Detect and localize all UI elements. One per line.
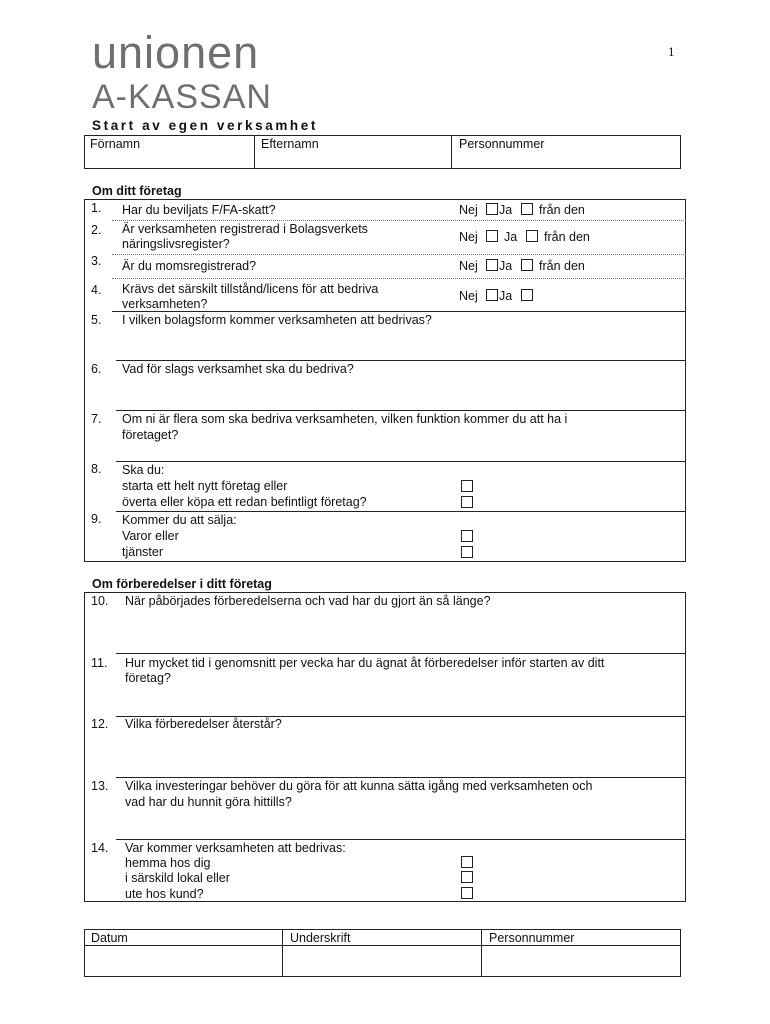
q2-from-label: från den <box>544 230 590 244</box>
q2-ja-checkbox[interactable] <box>526 230 538 242</box>
q9-text: Kommer du att sälja: <box>122 513 237 527</box>
q13-text-line2: vad har du hunnit göra hittills? <box>125 795 292 809</box>
q3-number: 3. <box>91 254 102 268</box>
logo-a-kassan: A-KASSAN <box>92 78 272 116</box>
q8-option-takeover: överta eller köpa ett redan befintligt företag? <box>122 495 367 509</box>
q8-number: 8. <box>91 462 102 476</box>
q14-home-checkbox[interactable] <box>461 856 473 868</box>
q8-takeover-checkbox[interactable] <box>461 496 473 508</box>
q14-option-premises: i särskild lokal eller <box>125 871 230 885</box>
q1-number: 1. <box>91 201 102 215</box>
q10-number: 10. <box>91 594 109 608</box>
q4-text-line2: verksamheten? <box>122 297 208 311</box>
q9-option-goods: Varor eller <box>122 529 179 543</box>
q4-number: 4. <box>91 283 102 297</box>
personal-info-table <box>84 135 681 169</box>
q4-ja-checkbox[interactable] <box>521 289 533 301</box>
q14-text: Var kommer verksamheten att bedrivas: <box>125 841 346 855</box>
q3-from-label: från den <box>539 259 585 273</box>
q9-goods-checkbox[interactable] <box>461 530 473 542</box>
q14-option-customer: ute hos kund? <box>125 887 204 901</box>
q9-services-checkbox[interactable] <box>461 546 473 558</box>
section-heading-preparations: Om förberedelser i ditt företag <box>92 577 272 591</box>
q2-ja-label: Ja <box>504 230 518 244</box>
q9-number: 9. <box>91 512 102 526</box>
q2-nej-label: Nej <box>459 230 478 244</box>
q3-nej-label: Nej <box>459 259 478 273</box>
q3-text: Är du momsregistrerad? <box>122 259 257 273</box>
q9-option-services: tjänster <box>122 545 163 559</box>
signature-field[interactable]: Underskrift <box>290 931 351 945</box>
q5-text: I vilken bolagsform kommer verksamheten att bedrivas? <box>122 313 432 327</box>
q11-text-line2: företag? <box>125 671 171 685</box>
q7-number: 7. <box>91 412 102 426</box>
page-title: Start av egen verksamhet <box>92 118 318 133</box>
date-field[interactable]: Datum <box>91 931 128 945</box>
q12-text: Vilka förberedelser återstår? <box>125 717 282 731</box>
q8-new-checkbox[interactable] <box>461 480 473 492</box>
q14-number: 14. <box>91 841 109 855</box>
last-name-field[interactable]: Efternamn <box>261 137 319 151</box>
q13-number: 13. <box>91 779 109 793</box>
logo-unionen: unionen <box>92 27 260 78</box>
q2-number: 2. <box>91 223 102 237</box>
personal-number-field[interactable]: Personnummer <box>459 137 545 151</box>
q2-text-line2: näringslivsregister? <box>122 237 230 251</box>
q8-option-new: starta ett helt nytt företag eller <box>122 479 288 493</box>
q10-text: När påbörjades förberedelserna och vad har du gjort än så länge? <box>125 594 491 608</box>
first-name-field[interactable]: Förnamn <box>90 137 141 151</box>
q4-nej-label: Nej <box>459 289 478 303</box>
q3-nej-checkbox[interactable] <box>486 259 498 271</box>
q1-ja-label: Ja <box>499 203 513 217</box>
q3-ja-checkbox[interactable] <box>521 259 533 271</box>
q4-nej-checkbox[interactable] <box>486 289 498 301</box>
q1-text: Har du beviljats F/FA-skatt? <box>122 203 276 217</box>
q8-text: Ska du: <box>122 463 165 477</box>
q2-text-line1: Är verksamheten registrerad i Bolagsverkets <box>122 222 368 236</box>
q1-nej-label: Nej <box>459 203 478 217</box>
q4-text-line1: Krävs det särskilt tillstånd/licens för att bedriva <box>122 282 379 296</box>
q6-number: 6. <box>91 362 102 376</box>
q14-premises-checkbox[interactable] <box>461 871 473 883</box>
q1-from-label: från den <box>539 203 585 217</box>
q5-number: 5. <box>91 313 102 327</box>
q2-nej-checkbox[interactable] <box>486 230 498 242</box>
q7-text-line1: Om ni är flera som ska bedriva verksamheten, vilken funktion kommer du att ha i <box>122 412 568 426</box>
section-heading-company: Om ditt företag <box>92 184 182 198</box>
q4-ja-label: Ja <box>499 289 513 303</box>
q13-text-line1: Vilka investeringar behöver du göra för att kunna sätta igång med verksamheten och <box>125 779 593 793</box>
q6-text: Vad för slags verksamhet ska du bedriva? <box>122 362 354 376</box>
q14-customer-checkbox[interactable] <box>461 887 473 899</box>
q3-ja-label: Ja <box>499 259 513 273</box>
signature-table <box>84 929 681 977</box>
q1-nej-checkbox[interactable] <box>486 203 498 215</box>
page-number: 1 <box>668 44 675 59</box>
q1-ja-checkbox[interactable] <box>521 203 533 215</box>
q12-number: 12. <box>91 717 109 731</box>
q7-text-line2: företaget? <box>122 428 179 442</box>
footer-personal-number-field[interactable]: Personnummer <box>489 931 575 945</box>
q11-text-line1: Hur mycket tid i genomsnitt per vecka har du ägnat åt förberedelser inför starten av ditt <box>125 656 605 670</box>
q11-number: 11. <box>91 656 108 670</box>
q14-option-home: hemma hos dig <box>125 856 211 870</box>
